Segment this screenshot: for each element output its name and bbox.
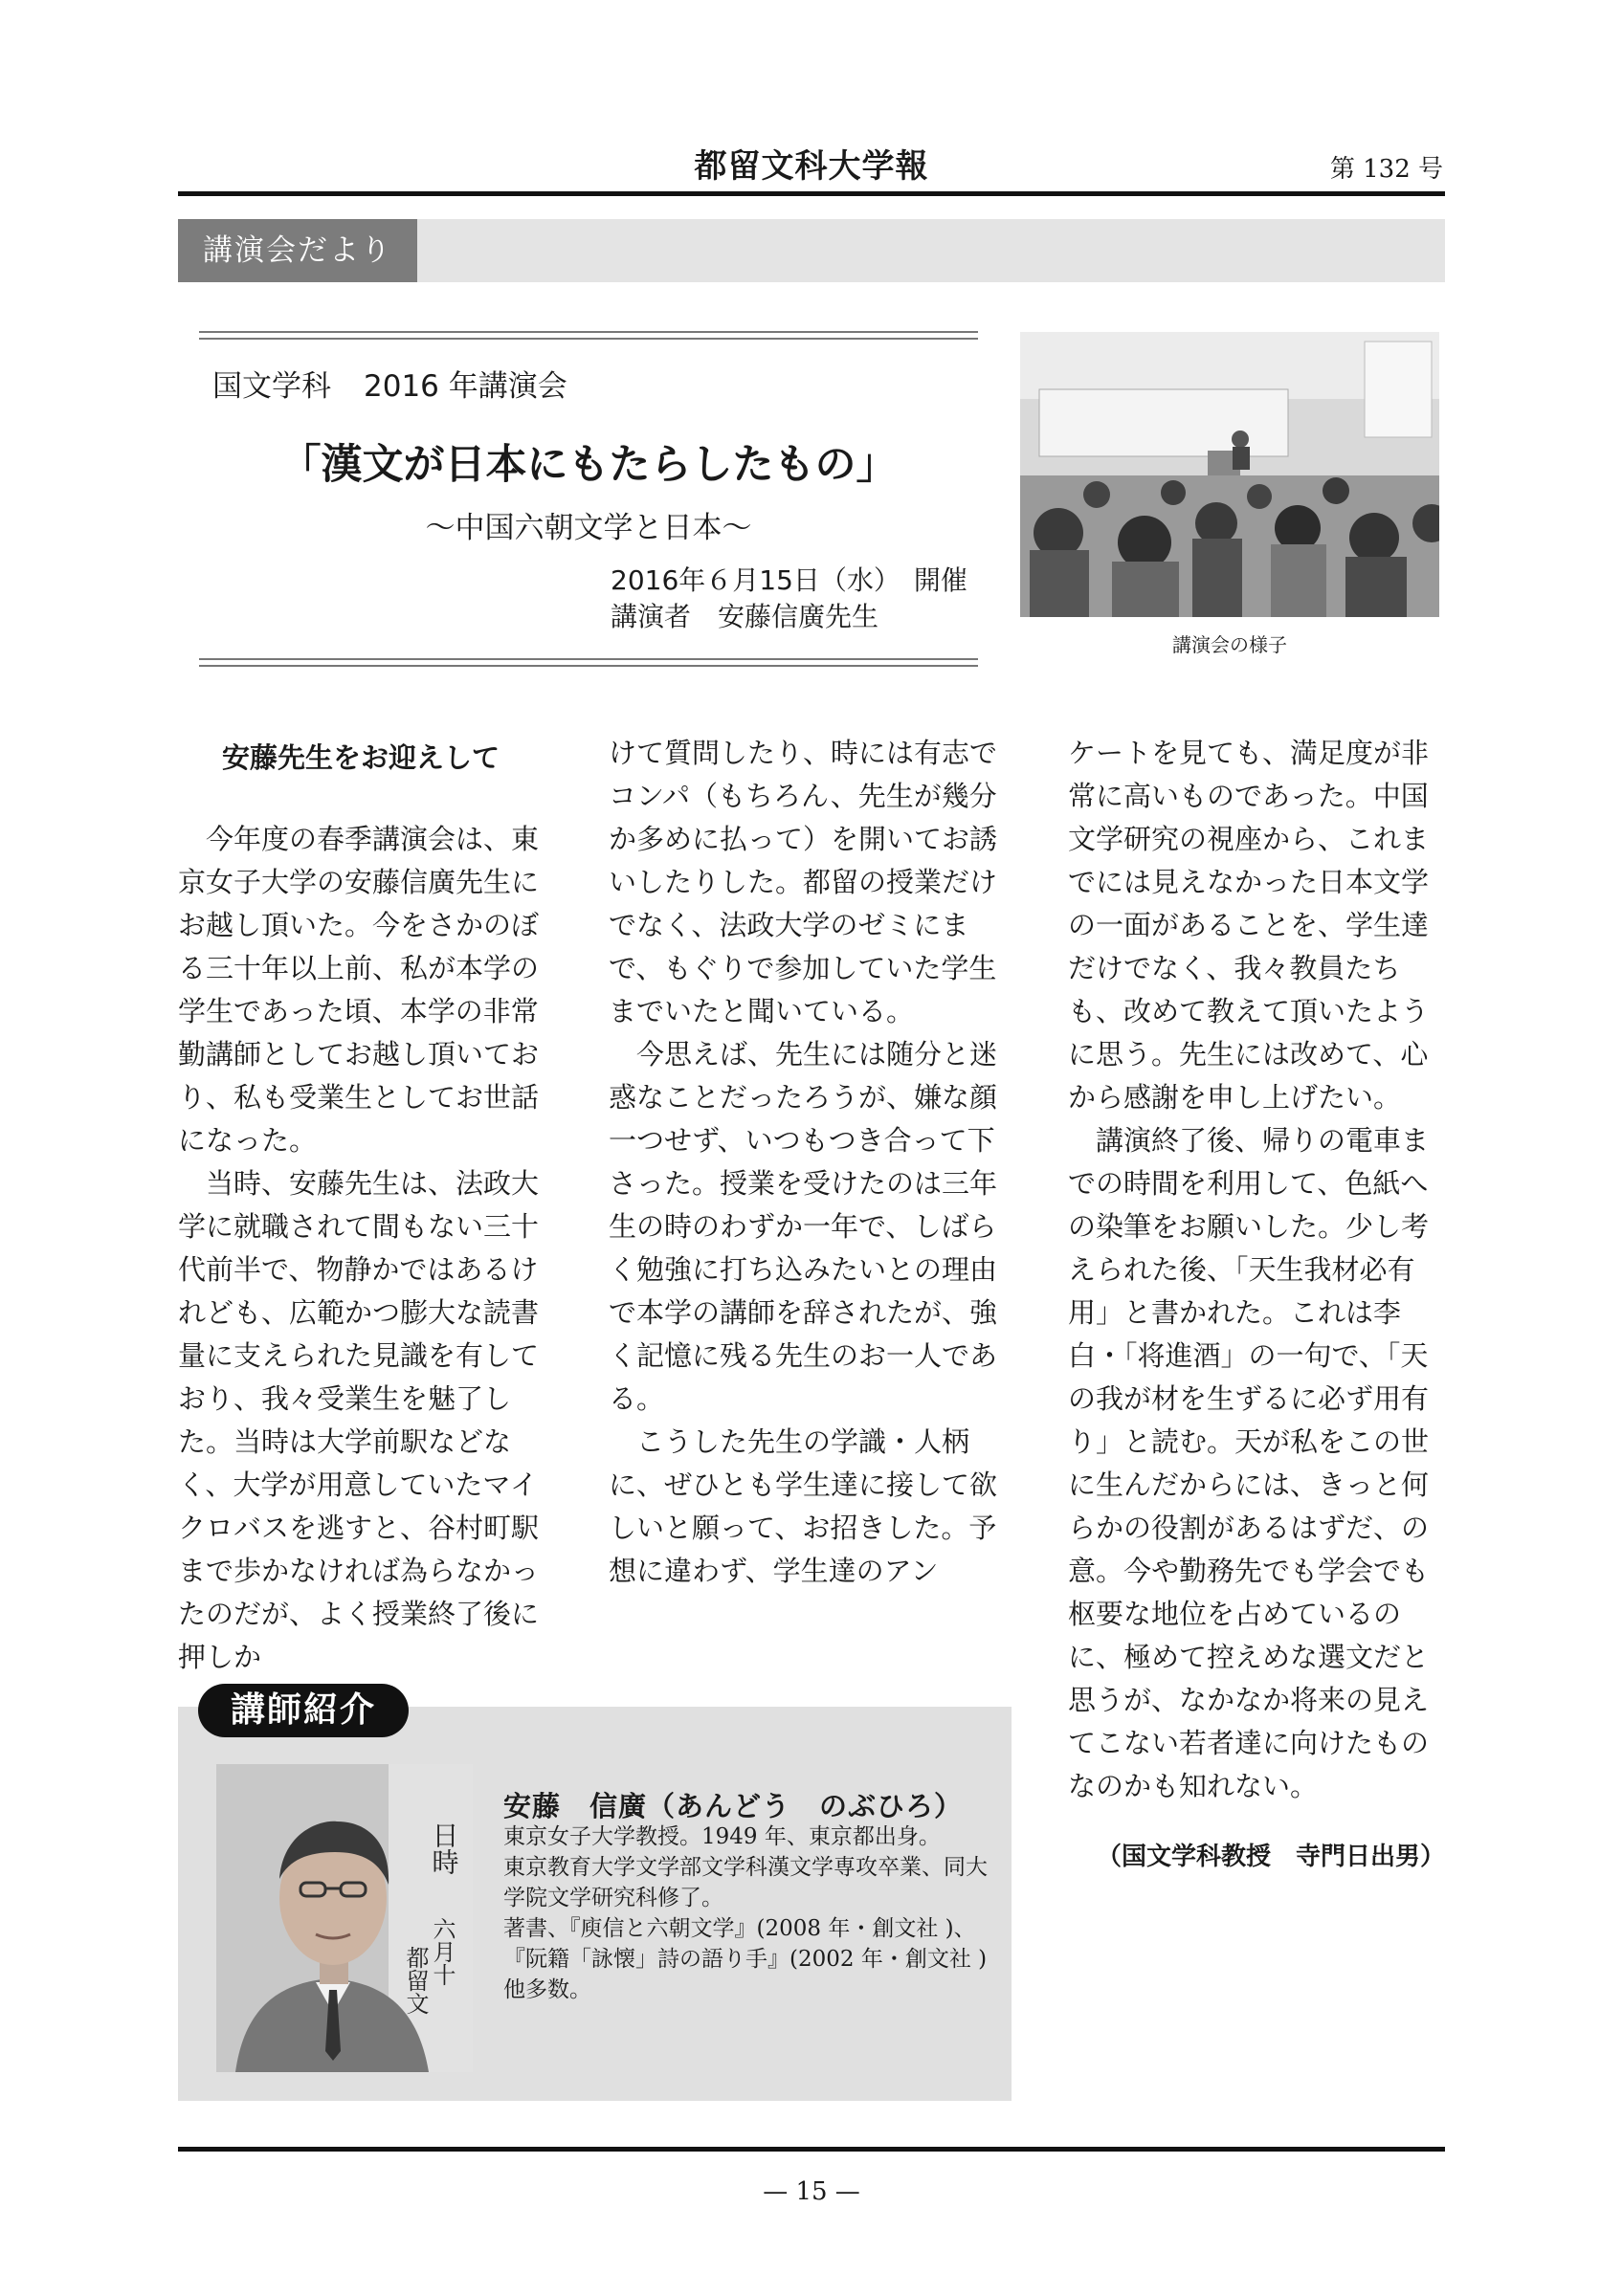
article-author: （国文学科教授 寺門日出男）: [1096, 1843, 1445, 1871]
photo-caption: 講演会の様子: [1172, 633, 1287, 656]
paragraph: 今思えば、先生には随分と迷惑なことだったろうが、嫌な顔一つせず、いつもつき合って下さった。授業を受けたのは三年生の時のわずか一年で、しばらく勉強に打ち込みたいとの理由で本学の講師を辞されたが、強く記憶に残る先生のお一人である。: [609, 1038, 998, 1415]
lecturer-portrait: [216, 1764, 473, 2072]
speaker-line: 講演者 安藤信廣先生: [611, 601, 879, 632]
page-number: — 15 —: [763, 2177, 860, 2206]
lecturer-bio: [503, 1821, 1001, 2005]
article-column-2: [609, 732, 1001, 1593]
footer-rule: [178, 2147, 1445, 2152]
lecture-subtitle: ～中国六朝文学と日本～: [425, 511, 752, 545]
lecture-photo: [1020, 332, 1439, 617]
paragraph: 当時、安藤先生は、法政大学に就職されて間もない三十代前半で、物静かではあるけれども、広範かつ膨大な読書量に支えられた見識を有しており、我々受業生を魅了した。当時は大学前駅などなく、大学が用意していたマイクロバスを逃すと、谷村町駅まで歩かなければ為らなかったのだが、よく授業終了後に押しか: [178, 1167, 540, 1673]
event-heading: [212, 362, 600, 405]
paragraph: 今年度の春季講演会は、東京女子大学の安藤信廣先生にお越し頂いた。今をさかのぼる三十年以上前、私が本学の学生であった頃、本学の非常勤講師としてお越し頂いており、私も受業生としてお世話になった。: [178, 823, 540, 1157]
bio-line: 東京教育大学文学部文学科漢文学専攻卒業、同大学院文学研究科修了。: [503, 1855, 988, 1910]
title-box-top-rule: [199, 331, 978, 340]
paragraph: ケートを見ても、満足度が非常に高いものであった。中国文学研究の視座から、これまでには見えなかった日本文学の一面があることを、学生達だけでなく、我々教員たちも、改めて教えて頂いたように思う。先生には改めて、心から感謝を申し上げたい。: [1068, 737, 1430, 1114]
portrait-sign-text: 日時: [428, 1821, 460, 1875]
portrait-sign-text: 都留文: [402, 1946, 429, 2015]
article-column-1: [178, 818, 561, 1679]
paragraph: けて質問したり、時には有志でコンパ（もちろん、先生が幾分か多めに払って）を開いてお誘いしたりした。都留の授業だけでなく、法政大学のゼミにまで、もぐりで参加していた学生までいたと聞いている。: [609, 737, 998, 1027]
article-column-3: [1068, 732, 1455, 1808]
article-heading: 安藤先生をお迎えして: [222, 741, 500, 774]
section-banner-label: 講演会だより: [178, 219, 417, 282]
paragraph: こうした先生の学識・人柄に、ぜひとも学生達に接して欲しいと願って、お招きした。予想に違わず、学生達のアン: [609, 1425, 998, 1587]
department-name: 国文学科: [212, 369, 331, 404]
event-name: 2016 年講演会: [364, 369, 567, 404]
bio-line: 東京女子大学教授。1949 年、東京都出身。: [503, 1824, 941, 1849]
paragraph: 講演終了後、帰りの電車までの時間を利用して、色紙への染筆をお願いした。少し考えられた後、「天生我材必有用」と書かれた。これは李白・「将進酒」の一句で、「天の我が材を生ずるに必ず用有り」と読む。天が私をこの世に生んだからには、きっと何らかの役割があるはずだ、の意。今や勤務先でも学会でも枢要な地位を占めているのに、極めて控えめな選文だと思うが、なかなか将来の見えてこない若者達に向けたものなのかも知れない。: [1068, 1124, 1430, 1802]
header-rule: [178, 191, 1445, 196]
portrait-sign-text: 六月十: [429, 1917, 456, 1986]
lecturer-name: 安藤 信廣（あんどう のぶひろ）: [503, 1790, 964, 1822]
lecture-title: 「漢文が日本にもたらしたもの」: [279, 441, 898, 489]
issue-number: 第 132 号: [1329, 155, 1443, 184]
title-box-bottom-rule: [199, 658, 978, 667]
event-details: [611, 563, 967, 635]
newsletter-title: 都留文科大学報: [694, 147, 929, 186]
bio-line: 著書、『庾信と六朝文学』(2008 年・創文社 )、『阮籍「詠懐」詩の語り手』(2002 年・創文社 )他多数。: [503, 1916, 988, 2002]
lecturer-label: 講師紹介: [198, 1684, 409, 1737]
event-date: 2016年６月15日（水） 開催: [611, 564, 967, 596]
